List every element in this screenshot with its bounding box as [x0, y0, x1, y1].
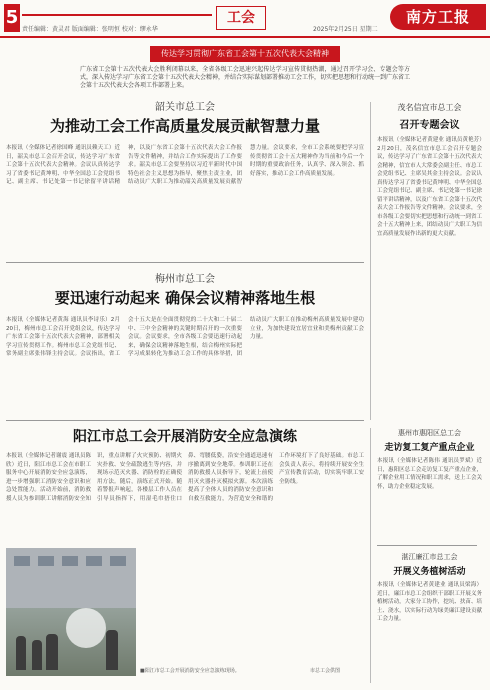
section-divider — [6, 420, 364, 421]
article-body: 本报讯（全媒体记者黄海 通讯员李诗乐）2月20日，梅州市总工会召开党组会议，传达学习广东省工会第十五次代表大会精神，部署相关学习宣传贯彻工作。梅州市总工会党组书记、常务副主席张伟锋主持会议。会议指出，省工会十五大是在全面贯彻党的二十大和二十届二中、三中全会精神的关键时期召开的一次重要会议。会议要求，全市各级工会要迅速行动起来，确保会议精神落地生根，结合梅州实际把学习成果转化为推动工会工作的具体举措，团结动员广大职工在推动梅州高质量发展中建功立业，为加快建设宜居宜业和美梅州贡献工会力量。 — [6, 317, 364, 357]
header-rule — [22, 14, 212, 16]
article-title: 召开专题会议 — [399, 120, 460, 131]
article-title: 要迅速行动起来 确保会议精神落地生根 — [54, 289, 316, 307]
photo-window — [62, 556, 78, 566]
article-meizhou — [6, 270, 364, 416]
header-divider — [0, 36, 490, 38]
page-header — [0, 0, 490, 40]
page-number: 5 — [4, 4, 20, 32]
section-divider — [6, 262, 364, 263]
article-maoming — [370, 102, 482, 420]
photo-credit: 市总工会供图 — [310, 668, 341, 674]
article-location: 韶关市总工会 — [155, 102, 215, 113]
photo-person — [46, 634, 58, 670]
article-location: 梅州市总工会 — [155, 274, 215, 285]
sidebar-bottom — [370, 428, 482, 683]
section-label: 工会 — [216, 6, 266, 30]
photo-window — [110, 556, 126, 566]
article-shaoguan — [6, 98, 364, 252]
topic-banner: 传达学习贯彻广东省工会第十五次代表大会精神 — [150, 46, 340, 62]
article-body: 本报讯（全媒体记者徐国峰 通讯员赖天工）近日，韶关市总工会召开会议，传达学习广东省工会第十五次代表大会精神。会议认真传达学习了省委书记黄坤明、中华全国总工会党组书记、副主席、书记处第一书记徐留平讲话精神，以及广东省工会第十五次代表大会工作报告等文件精神，并结合工作实际提出了工作要求。韶关市总工会要坚持以习近平新时代中国特色社会主义思想为指导，聚焦主责主业，团结动员广大职工为推动韶关高质量发展贡献智慧力量。会议要求，全市工会系统要把学习宣传贯彻省工会十五大精神作为当前和今后一个时期的重要政治任务，认真学、深入领会、抓好落实，推动工会工作高质量发展。 — [6, 145, 364, 185]
photo-caption: ■阳江市总工会开展消防安全应急演练现场。 — [140, 668, 240, 674]
article-title: 阳江市总工会开展消防安全应急演练 — [73, 429, 297, 445]
issue-date: 2025年2月25日 星期二 — [313, 26, 378, 33]
article-body: 本报讯（全媒体记者黄建业 通讯员黄艳芳）2月20日，茂名信宜市总工会召开专题会议，传达学习了广东省工会第十五次代表大会精神，信宜市人大常委会副主任、市总工会党组书记、主席吴其金主持会议。会议认真传达学习了省委书记黄坤明、中华全国总工会党组书记、副主席、书记处第一书记徐留平讲话精神，以及广东省工会第十五次代表大会工作报告等文件精神。会议要求，全市各级工会要切实把思想和行动统一到省工会十五大精神上来，团结动员广大职工为信宜高质量发展作出新的更大贡献。 — [377, 137, 482, 237]
newspaper-logo: 南方工报 — [390, 4, 486, 30]
article-location: 湛江廉江市总工会 — [401, 553, 458, 561]
topic-intro: 广东省工会第十五次代表大会胜利闭幕以来，全省各级工会迅速兴起传达学习宣传贯彻热潮，通过召开学习会、专题会等方式，深入传达学习广东省工会第十五次代表大会精神，并结合实际谋划部署推动工会工作，切实把思想和行动统一到广东省工会第十五次代表大会各项工作部署上来。 — [80, 66, 411, 89]
section-divider — [377, 545, 477, 546]
photo-window — [86, 556, 102, 566]
photo-person — [16, 636, 26, 670]
photo-extinguisher-spray — [66, 608, 106, 648]
photo-person — [32, 640, 42, 670]
article-location: 惠州市惠阳区总工会 — [398, 429, 461, 437]
photo-person — [106, 630, 118, 670]
article-location: 茂名信宜市总工会 — [397, 103, 462, 112]
article-body: 本报讯（全媒体记者陈伟 通讯员罗斌）近日，惠阳区总工会走访复工复产重点企业，了解企业用工情况和职工需求，送上工会关怀，助力企业稳定发展。 — [377, 458, 482, 490]
editors-line: 责任编辑：黄灵君 版面编辑：张明恒 校对：缪永华 — [22, 26, 158, 33]
article-title: 走访复工复产重点企业 — [384, 443, 475, 453]
article-body: 本报讯（全媒体记者谢震 通讯员陈欣）近日，阳江市总工会在市职工服务中心开展消防安全应急演练，进一步增强职工消防安全意识和应急处置能力。活动开始前，消防救援人员为参训职工讲解消防安全知识，重点讲解了火灾预防、初期火灾扑救、安全疏散逃生等内容，并现场示范灭火器、消防栓的正确使用方法。随后，演练正式开始。随着警报声响起，各楼层工作人员在引导员指挥下，用湿毛巾捂住口鼻、弯腰低姿，沿安全通道迅速有序撤离到安全地带。参训职工还在消防救援人员指导下，轮流上前使用灭火器扑灭模拟火源。本次演练提高了全体人员的消防安全意识和自救互救能力，为营造安全和谐的工作环境打下了良好基础。市总工会负责人表示，将持续开展安全生产宣传教育活动，切实筑牢职工安全防线。 — [6, 453, 364, 502]
event-photo — [6, 548, 136, 676]
article-title: 开展义务植树活动 — [393, 567, 466, 577]
article-title: 为推动工会工作高质量发展贡献智慧力量 — [49, 117, 320, 135]
photo-window — [14, 556, 30, 566]
article-yangjiang — [6, 426, 364, 560]
article-body: 本报讯（全媒体记者黄建业 通讯员梁海）近日，廉江市总工会组织干部职工开展义务植树活动，大家分工协作，挖坑、扶苗、培土、浇水，以实际行动为绿美廉江建设贡献工会力量。 — [377, 582, 482, 622]
photo-window — [38, 556, 54, 566]
